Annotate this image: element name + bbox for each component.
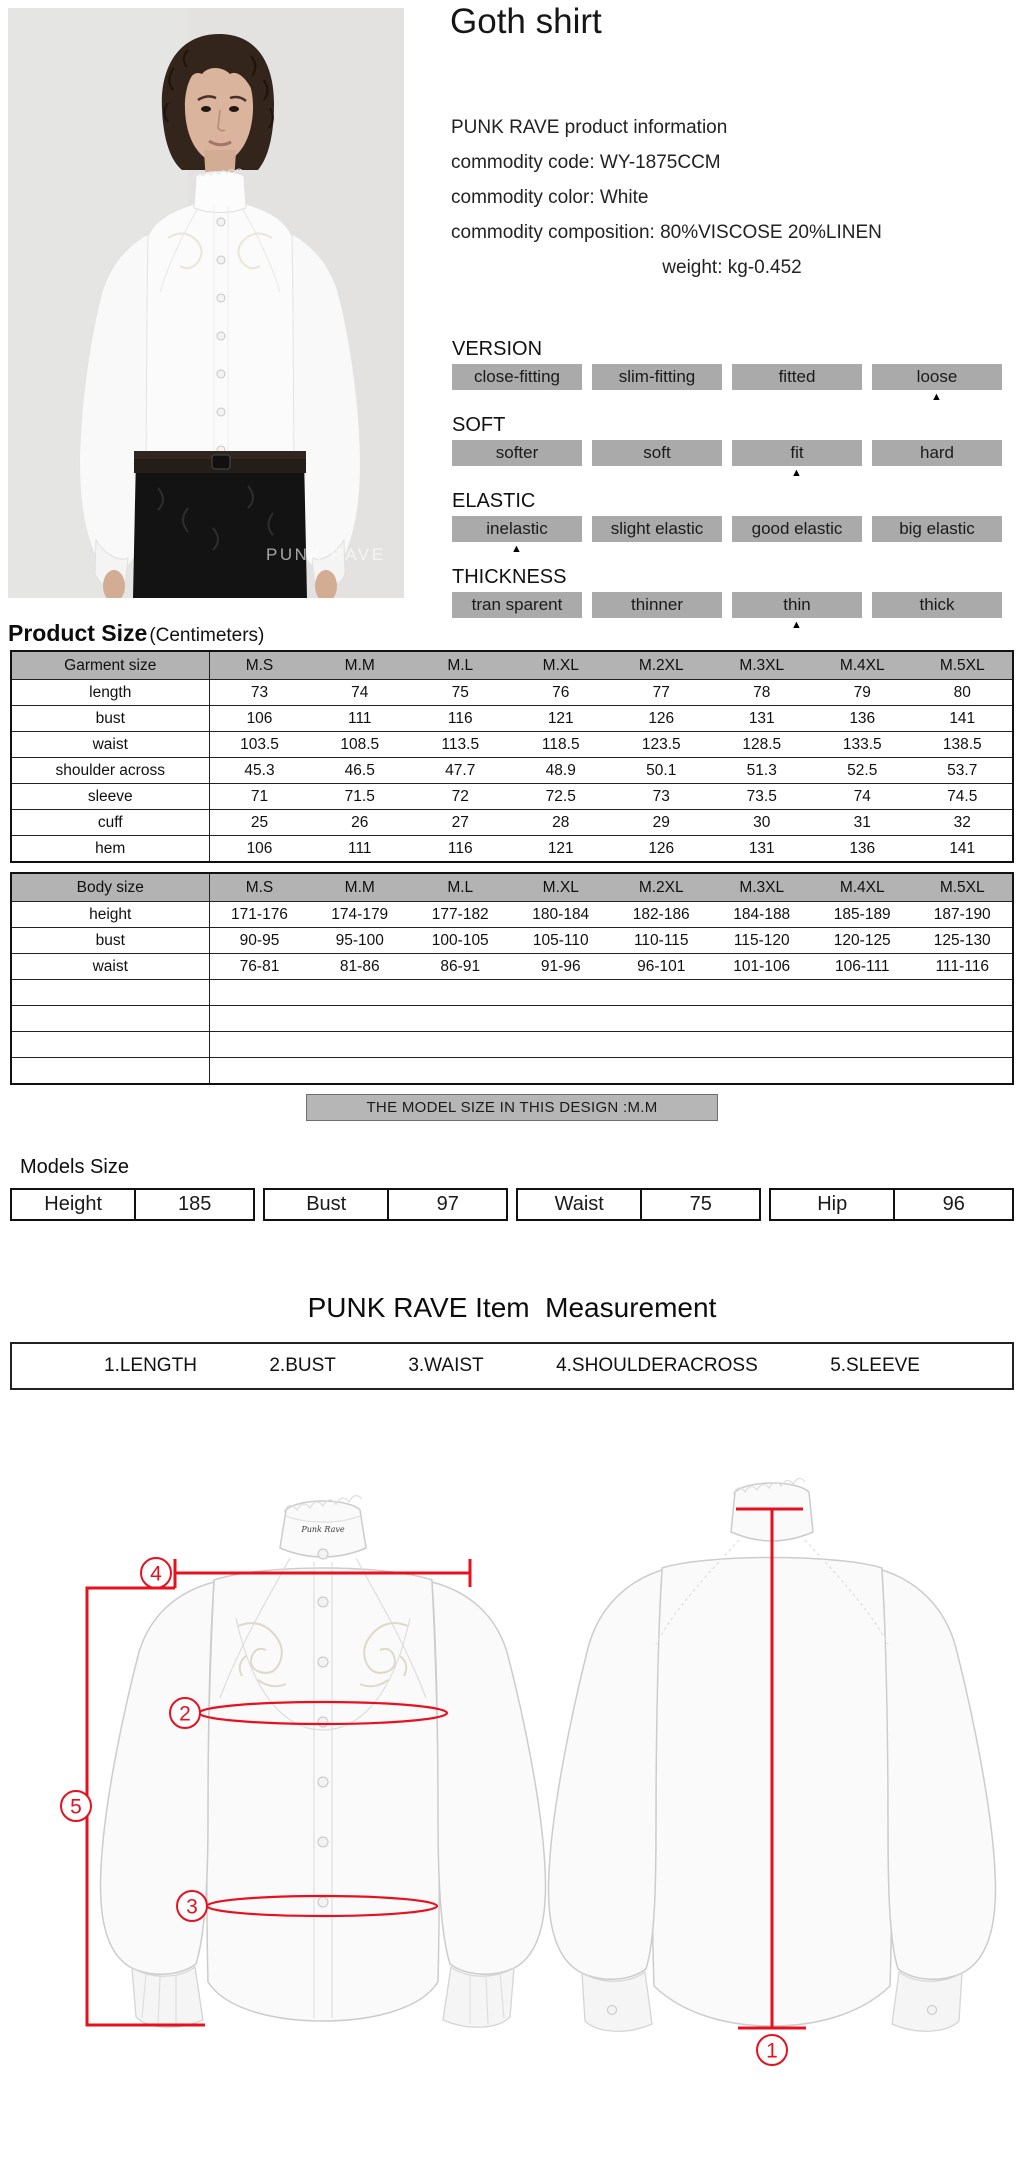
size-value-cell: 76-81 [209,954,310,980]
size-value-cell: 110-115 [611,928,712,954]
size-table-row [11,706,1013,732]
size-table-row [11,954,1013,980]
size-header-cell: M.S [209,651,310,680]
size-value-cell [712,1006,813,1032]
size-row-label: hem [11,836,209,863]
model-size-label: Height [12,1190,136,1219]
size-value-cell [812,1006,913,1032]
size-value-cell: 74 [310,680,411,706]
size-value-cell [209,1032,310,1058]
size-row-label: waist [11,954,209,980]
size-value-cell: 78 [712,680,813,706]
attribute-section-thickness [452,566,1004,633]
page-title: Goth shirt [450,2,602,41]
size-value-cell: 116 [410,706,511,732]
attribute-options [452,516,1004,542]
size-table-row [11,810,1013,836]
size-value-cell [812,1032,913,1058]
attribute-options [452,364,1004,390]
size-value-cell: 73 [209,680,310,706]
size-header-cell: M.5XL [913,651,1014,680]
size-value-cell: 125-130 [913,928,1014,954]
size-row-label: length [11,680,209,706]
size-value-cell: 77 [611,680,712,706]
size-header-cell: M.S [209,873,310,902]
stand-collar [194,172,246,213]
size-header-cell: M.L [410,873,511,902]
measurement-legend-item: 1.LENGTH [104,1355,197,1376]
size-value-cell: 126 [611,836,712,863]
attribute-option: tran sparent [452,592,582,618]
size-table-row [11,928,1013,954]
size-value-cell: 100-105 [410,928,511,954]
size-value-cell: 101-106 [712,954,813,980]
size-value-cell: 71.5 [310,784,411,810]
size-value-cell: 121 [511,836,612,863]
measurement-legend-item: 4.SHOULDERACROSS [556,1355,758,1376]
size-row-label [11,1058,209,1085]
size-row-label: bust [11,706,209,732]
size-value-cell: 121 [511,706,612,732]
right-eye [229,106,239,112]
size-value-cell: 120-125 [812,928,913,954]
model-size-value: 75 [689,1193,712,1215]
size-value-cell [611,1006,712,1032]
attribute-option: slight elastic [592,516,722,542]
attribute-section-version [452,338,1004,405]
belt-buckle [212,455,230,469]
size-value-cell [712,1058,813,1085]
size-value-cell [712,1032,813,1058]
size-value-cell: 46.5 [310,758,411,784]
size-value-cell [913,1006,1014,1032]
attribute-name: VERSION [452,338,543,360]
product-info-line: commodity composition: 80%VISCOSE 20%LINEN [451,222,882,243]
size-header-cell: M.XL [511,651,612,680]
size-value-cell [209,980,310,1006]
size-row-label: shoulder across [11,758,209,784]
size-header-cell: M.3XL [712,873,813,902]
size-value-cell [611,980,712,1006]
size-value-cell [310,1032,411,1058]
attribute-option: hard [872,440,1002,466]
size-value-cell: 133.5 [812,732,913,758]
size-value-cell: 180-184 [511,902,612,928]
size-value-cell: 105-110 [511,928,612,954]
size-value-cell: 103.5 [209,732,310,758]
size-table-row [11,784,1013,810]
attribute-name: THICKNESS [452,566,567,588]
size-header-cell: M.2XL [611,873,712,902]
attribute-sections [452,338,1004,642]
size-value-cell [511,1058,612,1085]
size-value-cell [812,1058,913,1085]
body-size-table [10,872,1014,1085]
attribute-arrow-row [452,542,1004,557]
size-value-cell: 174-179 [310,902,411,928]
model-size-value: 96 [942,1193,965,1215]
attribute-option: fitted [732,364,862,390]
size-value-cell: 96-101 [611,954,712,980]
size-value-cell: 106 [209,836,310,863]
models-size-row [10,1188,1014,1221]
size-value-cell: 141 [913,706,1014,732]
model-size-label: Waist [518,1190,642,1219]
size-value-cell: 47.7 [410,758,511,784]
size-value-cell: 106 [209,706,310,732]
size-table-row [11,680,1013,706]
size-value-cell: 182-186 [611,902,712,928]
size-header-cell: M.M [310,873,411,902]
size-row-label [11,1032,209,1058]
size-table-header-row [11,651,1013,680]
size-value-cell [913,980,1014,1006]
size-value-cell: 29 [611,810,712,836]
garment-size-table [10,650,1014,863]
size-value-cell: 30 [712,810,813,836]
size-value-cell: 185-189 [812,902,913,928]
size-value-cell: 71 [209,784,310,810]
size-header-cell: M.M [310,651,411,680]
size-value-cell: 184-188 [712,902,813,928]
size-value-cell: 111 [310,836,411,863]
size-value-cell: 31 [812,810,913,836]
size-value-cell: 75 [410,680,511,706]
size-value-cell: 131 [712,706,813,732]
size-value-cell [410,980,511,1006]
model-size-box-height [10,1188,255,1221]
size-value-cell: 90-95 [209,928,310,954]
selection-arrow-icon: ▲ [511,543,522,555]
attribute-arrow-row [452,618,1004,633]
size-value-cell: 32 [913,810,1014,836]
attribute-option: thinner [592,592,722,618]
size-value-cell: 136 [812,836,913,863]
attribute-option: good elastic [732,516,862,542]
measurement-heading: PUNK RAVE Item Measurement [307,1292,717,1323]
size-value-cell: 91-96 [511,954,612,980]
attribute-option: close-fitting [452,364,582,390]
size-value-cell: 123.5 [611,732,712,758]
size-header-cell: M.4XL [812,873,913,902]
size-row-label: bust [11,928,209,954]
size-value-cell [511,1032,612,1058]
product-info-line: commodity color: White [451,187,649,208]
size-value-cell: 106-111 [812,954,913,980]
product-size-unit: (Centimeters) [149,625,265,646]
size-value-cell [410,1058,511,1085]
size-value-cell [310,980,411,1006]
size-row-label: cuff [11,810,209,836]
size-value-cell [209,1006,310,1032]
attribute-option: fit [732,440,862,466]
measurement-legend-item: 2.BUST [269,1355,336,1376]
size-value-cell: 115-120 [712,928,813,954]
selection-arrow-icon: ▲ [791,619,802,631]
measurement-legend [10,1342,1014,1390]
collar-brand-label: Punk Rave [301,1525,345,1534]
size-value-cell: 48.9 [511,758,612,784]
size-value-cell: 52.5 [812,758,913,784]
size-value-cell: 51.3 [712,758,813,784]
size-header-cell: M.XL [511,873,612,902]
size-header-cell: M.3XL [712,651,813,680]
svg-text:4: 4 [150,1562,162,1586]
model-size-value: 185 [178,1193,212,1215]
size-value-cell [410,1006,511,1032]
size-value-cell: 45.3 [209,758,310,784]
attribute-arrow-row [452,466,1004,481]
product-size-title: Product Size [8,620,148,646]
size-value-cell: 27 [410,810,511,836]
size-value-cell: 72 [410,784,511,810]
size-value-cell [913,1032,1014,1058]
selection-arrow-icon: ▲ [931,391,942,403]
size-value-cell: 81-86 [310,954,411,980]
size-header-cell: Garment size [11,651,209,680]
size-header-cell: M.2XL [611,651,712,680]
size-header-cell: M.5XL [913,873,1014,902]
attribute-option: softer [452,440,582,466]
size-value-cell: 74 [812,784,913,810]
photo-watermark: PUNK RAVE [266,545,386,564]
size-value-cell [310,1058,411,1085]
model-size-label: Hip [771,1190,895,1219]
size-value-cell: 26 [310,810,411,836]
attribute-option: slim-fitting [592,364,722,390]
product-size-heading [8,620,264,647]
size-value-cell: 73.5 [712,784,813,810]
product-info-line: weight: kg-0.452 [662,257,802,278]
size-value-cell [410,1032,511,1058]
attribute-option: loose [872,364,1002,390]
size-value-cell: 50.1 [611,758,712,784]
attribute-option: big elastic [872,516,1002,542]
attribute-section-soft [452,414,1004,481]
size-value-cell: 111 [310,706,411,732]
size-value-cell: 28 [511,810,612,836]
attribute-name: ELASTIC [452,490,536,512]
size-table-row [11,758,1013,784]
size-table-header-row [11,873,1013,902]
size-value-cell: 80 [913,680,1014,706]
size-row-label: sleeve [11,784,209,810]
attribute-option: thick [872,592,1002,618]
attribute-option: soft [592,440,722,466]
size-table-row [11,836,1013,863]
size-value-cell: 171-176 [209,902,310,928]
size-value-cell: 111-116 [913,954,1014,980]
product-info-lines [451,145,1013,285]
svg-text:3: 3 [186,1895,198,1919]
size-table-row [11,1006,1013,1032]
attribute-option: thin [732,592,862,618]
size-row-label: waist [11,732,209,758]
size-table-row [11,1058,1013,1085]
model-pants [133,456,307,598]
attribute-name: SOFT [452,414,506,436]
product-info [451,110,1013,285]
model-size-label: Bust [265,1190,389,1219]
size-value-cell [812,980,913,1006]
size-value-cell: 177-182 [410,902,511,928]
garment-size-table-grid [10,650,1014,863]
size-value-cell: 72.5 [511,784,612,810]
size-value-cell [712,980,813,1006]
measurement-legend-item: 5.SLEEVE [830,1355,920,1376]
size-value-cell [511,980,612,1006]
size-value-cell [913,1058,1014,1085]
size-value-cell: 79 [812,680,913,706]
product-info-heading: PUNK RAVE product information [451,117,728,138]
size-row-label [11,1006,209,1032]
size-table-row [11,902,1013,928]
size-header-cell: M.4XL [812,651,913,680]
size-value-cell: 86-91 [410,954,511,980]
size-value-cell: 73 [611,784,712,810]
size-header-cell: Body size [11,873,209,902]
size-table-row [11,980,1013,1006]
size-value-cell: 53.7 [913,758,1014,784]
size-value-cell: 108.5 [310,732,411,758]
size-value-cell: 76 [511,680,612,706]
size-row-label: height [11,902,209,928]
model-photo-illustration [8,8,404,598]
attribute-section-elastic [452,490,1004,557]
size-value-cell [511,1006,612,1032]
size-value-cell: 74.5 [913,784,1014,810]
size-value-cell [209,1058,310,1085]
model-size-box-bust [263,1188,508,1221]
product-info-line: commodity code: WY-1875CCM [451,152,721,173]
size-value-cell: 25 [209,810,310,836]
size-value-cell: 95-100 [310,928,411,954]
size-table-row [11,1032,1013,1058]
svg-text:5: 5 [70,1795,82,1819]
size-value-cell [611,1032,712,1058]
size-value-cell: 128.5 [712,732,813,758]
measurement-diagram [0,1430,1024,2176]
size-value-cell: 116 [410,836,511,863]
size-value-cell: 187-190 [913,902,1014,928]
attribute-options [452,592,1004,618]
measurement-legend-item: 3.WAIST [408,1355,484,1376]
attribute-options [452,440,1004,466]
selection-arrow-icon: ▲ [791,467,802,479]
model-size-note: THE MODEL SIZE IN THIS DESIGN :M.M [306,1094,718,1121]
size-value-cell: 113.5 [410,732,511,758]
size-header-cell: M.L [410,651,511,680]
left-eye [201,106,211,112]
size-value-cell [611,1058,712,1085]
size-value-cell: 126 [611,706,712,732]
attribute-option: inelastic [452,516,582,542]
svg-text:1: 1 [766,2039,778,2063]
attribute-arrow-row [452,390,1004,405]
size-value-cell: 131 [712,836,813,863]
body-size-table-grid [10,872,1014,1085]
size-value-cell: 136 [812,706,913,732]
size-table-row [11,732,1013,758]
model-size-value: 97 [436,1193,459,1215]
size-value-cell [310,1006,411,1032]
models-size-heading: Models Size [20,1156,129,1178]
model-size-box-waist [516,1188,761,1221]
svg-text:2: 2 [179,1702,191,1726]
model-photo [8,8,404,598]
model-size-box-hip [769,1188,1014,1221]
size-value-cell: 141 [913,836,1014,863]
size-value-cell: 118.5 [511,732,612,758]
size-row-label [11,980,209,1006]
size-value-cell: 138.5 [913,732,1014,758]
